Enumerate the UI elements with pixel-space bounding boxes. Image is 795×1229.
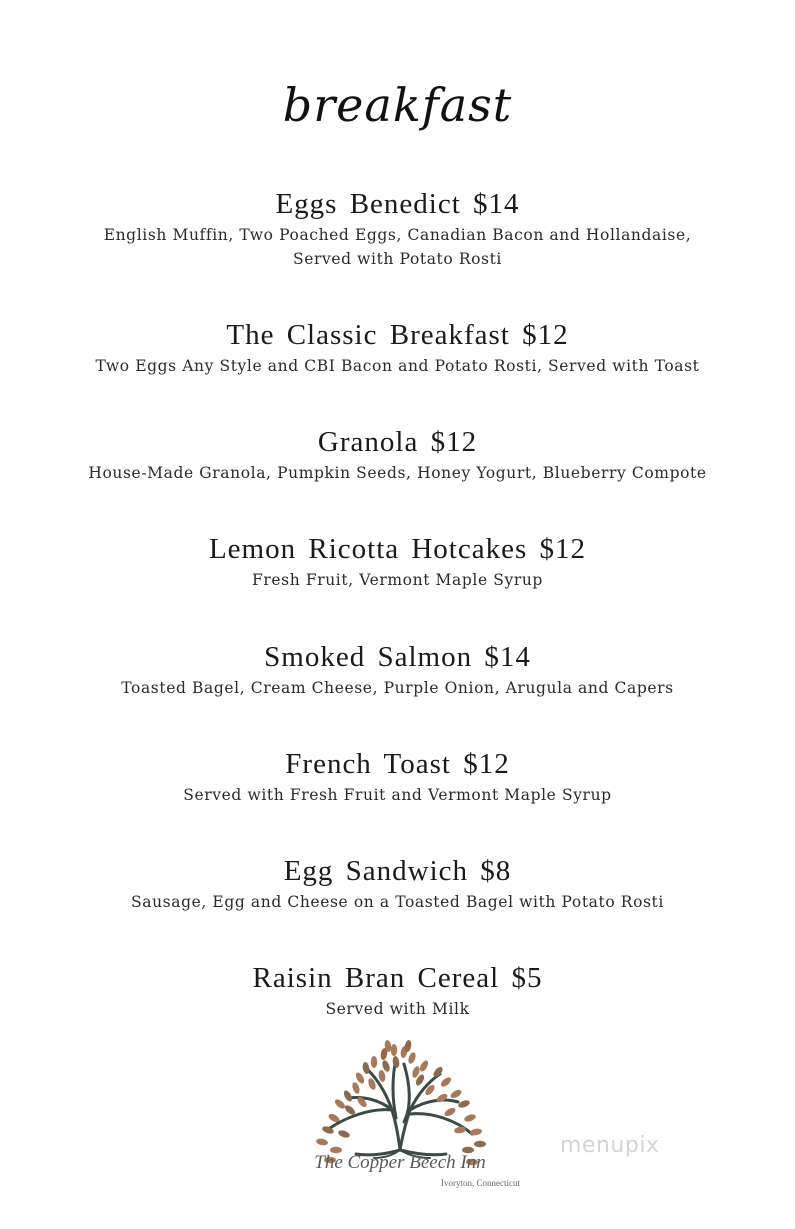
- item-name: Lemon Ricotta Hotcakes $12: [208, 533, 587, 565]
- leaf: [474, 1141, 486, 1147]
- leaf: [371, 1056, 377, 1068]
- menu-item: [0, 425, 795, 485]
- leaf: [457, 1099, 470, 1109]
- item-name: French Toast $12: [285, 748, 510, 780]
- item-description: Served with Milk: [325, 1000, 470, 1018]
- leaf: [337, 1129, 350, 1139]
- leaf: [463, 1113, 476, 1123]
- item-description: House-Made Granola, Pumpkin Seeds, Honey Yogurt, Blueberry Compote: [88, 464, 707, 482]
- item-description: Two Eggs Any Style and CBI Bacon and Potato Rosti, Served with Toast: [95, 357, 700, 375]
- menu-item: [0, 318, 795, 378]
- menu-item: [0, 854, 795, 914]
- item-description-line-2: Served with Potato Rosti: [293, 250, 502, 268]
- leaf: [351, 1081, 361, 1094]
- leaf: [418, 1059, 430, 1073]
- leaf: [391, 1044, 397, 1056]
- watermark: menupix: [560, 1133, 660, 1158]
- item-description: Fresh Fruit, Vermont Maple Syrup: [252, 571, 543, 589]
- menu-item: [0, 532, 795, 592]
- menu-item: [0, 187, 795, 271]
- item-description: Sausage, Egg and Cheese on a Toasted Bagel with Potato Rosti: [131, 893, 664, 911]
- menu-item: [0, 747, 795, 807]
- menu-title: breakfast: [282, 78, 513, 132]
- menu-item: [0, 640, 795, 700]
- item-name: Eggs Benedict $14: [275, 188, 520, 220]
- logo-name: The Copper Beech Inn: [314, 1152, 486, 1173]
- leaf: [435, 1092, 449, 1104]
- leaf: [378, 1070, 386, 1083]
- item-description: English Muffin, Two Poached Eggs, Canadian Bacon and Hollandaise,: [103, 226, 692, 244]
- leaf: [342, 1089, 354, 1103]
- leaf: [449, 1088, 463, 1100]
- item-description: Served with Fresh Fruit and Vermont Maple Syrup: [183, 786, 612, 804]
- tree-logo-icon: [300, 1038, 500, 1198]
- logo-location: Ivoryton, Connecticut: [441, 1178, 520, 1188]
- leaf: [316, 1138, 329, 1146]
- leaf: [439, 1076, 452, 1089]
- item-description: Toasted Bagel, Cream Cheese, Purple Onion, Arugula and Capers: [121, 679, 674, 697]
- leaf: [407, 1051, 417, 1064]
- item-name: Granola $12: [317, 426, 478, 458]
- leaf: [333, 1098, 346, 1111]
- leaf: [443, 1106, 457, 1118]
- item-name: The Classic Breakfast $12: [226, 319, 569, 351]
- item-name: Egg Sandwich $8: [283, 855, 512, 887]
- item-name: Smoked Salmon $14: [264, 641, 531, 673]
- menu-item: [0, 961, 795, 1021]
- item-name: Raisin Bran Cereal $5: [252, 962, 543, 994]
